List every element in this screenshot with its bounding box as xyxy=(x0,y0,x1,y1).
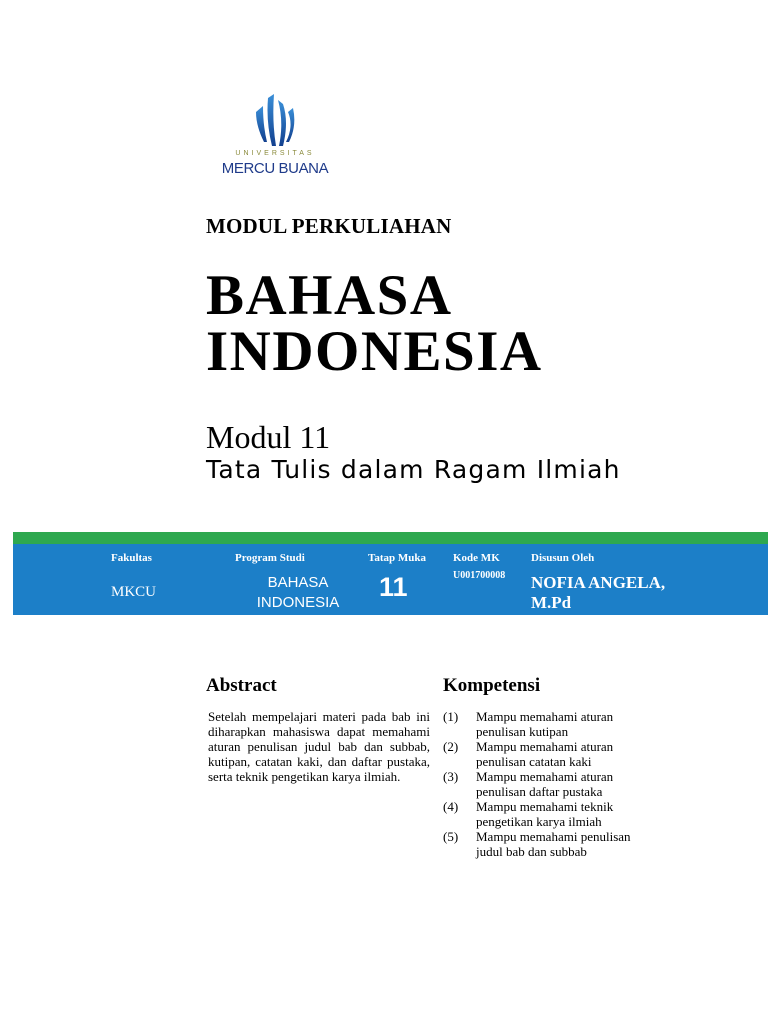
module-type-label: MODUL PERKULIAHAN xyxy=(206,214,452,238)
course-title-line1: BAHASA xyxy=(206,264,453,327)
list-item xyxy=(443,709,673,739)
header-kode-mk: Kode MK xyxy=(453,552,500,564)
logo-university-label: UNIVERSITAS xyxy=(235,150,315,157)
header-disusun-oleh: Disusun Oleh xyxy=(531,552,595,564)
kompetensi-heading: Kompetensi xyxy=(443,675,541,696)
header-fakultas: Fakultas xyxy=(111,552,152,564)
info-band xyxy=(13,544,768,615)
abstract-heading: Abstract xyxy=(206,675,277,696)
module-title: Tata Tulis dalam Ragam Ilmiah xyxy=(206,455,621,484)
value-fakultas: MKCU xyxy=(111,584,157,600)
course-title-line2: INDONESIA xyxy=(206,320,543,383)
value-program-studi xyxy=(243,573,353,613)
list-item-text: Mampu memahami teknik pengetikan karya ilmiah xyxy=(476,799,614,829)
value-program-studi-line1: BAHASA xyxy=(267,574,329,591)
logo-university-name: MERCU BUANA xyxy=(221,160,329,177)
value-disusun-oleh-line2: M.Pd xyxy=(531,593,572,612)
module-number: Modul 11 xyxy=(206,419,331,455)
list-item xyxy=(443,799,673,829)
list-item-number: (3) xyxy=(443,769,459,784)
list-item-text: Mampu memahami aturan penulisan daftar pustaka xyxy=(476,769,614,799)
list-item xyxy=(443,739,673,769)
value-kode-mk: U001700008 xyxy=(453,570,506,581)
abstract-text: Setelah mempelajari materi pada bab ini diharapkan mahasiswa dapat memahami aturan penulisan judul bab dan subbab, kutipan, catatan kaki, dan daftar pustaka, serta teknik pengetikan karya ilmiah. xyxy=(208,709,430,784)
value-program-studi-line2: INDONESIA xyxy=(256,594,340,611)
course-title xyxy=(206,264,543,383)
header-program-studi: Program Studi xyxy=(235,552,305,564)
list-item-number: (4) xyxy=(443,799,459,814)
kompetensi-list xyxy=(443,709,673,859)
info-band-green-stripe xyxy=(13,532,768,544)
value-disusun-oleh xyxy=(531,573,665,613)
value-tatap-muka: 11 xyxy=(379,572,408,602)
value-disusun-oleh-line1: NOFIA ANGELA, xyxy=(531,573,666,592)
list-item xyxy=(443,829,673,859)
list-item-text: Mampu memahami aturan penulisan kutipan xyxy=(476,709,614,739)
list-item-number: (5) xyxy=(443,829,459,844)
list-item-text: Mampu memahami penulisan judul bab dan subbab xyxy=(476,829,631,859)
mercu-buana-logo-icon xyxy=(250,92,300,150)
list-item-number: (1) xyxy=(443,709,459,724)
university-logo xyxy=(206,88,344,192)
list-item xyxy=(443,769,673,799)
list-item-number: (2) xyxy=(443,739,459,754)
header-tatap-muka: Tatap Muka xyxy=(368,552,426,564)
list-item-text: Mampu memahami aturan penulisan catatan kaki xyxy=(476,739,614,769)
